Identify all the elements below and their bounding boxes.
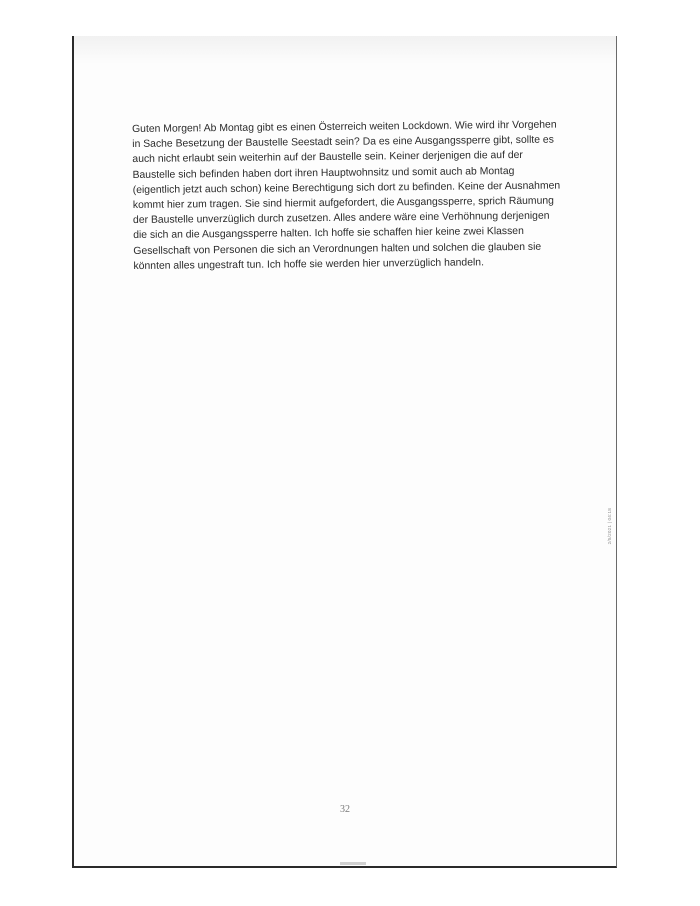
margin-timestamp-stamp: 2/5/2021 | 04:18 bbox=[607, 508, 612, 545]
scan-shading bbox=[74, 36, 616, 64]
scanned-page bbox=[72, 36, 617, 868]
letter-body-text: Guten Morgen! Ab Montag gibt es einen Österreich weiten Lockdown. Wie wird ihr Vorgehen in Sache Besetzung der Baustelle Seestadt sein? Da es eine Ausgangssperre gibt, sollte es auch nicht erlaubt sein weiterhin auf der Baustelle sein. Keiner derjenigen die auf der Baustelle sich befinden haben dort ihren Hauptwohnsitz und somit auch ab Montag (eigentlich jetzt auch schon) keine Berechtigung sich dort zu befinden. Keine der Ausnahmen kommt hier zum tragen. Sie sind hiermit aufgefordert, die Ausgangssperre, sprich Räumung der Baustelle unverzüglich durch zusetzen. Alles andere wäre eine Verhöhnung derjenigen die sich an die Ausgangssperre halten. Ich hoffe sie schaffen hier keine zwei Klassen Gesellschaft von Personen die sich an Verordnungen halten und solchen die glauben sie könnten alles ungestraft tun. Ich hoffe sie werden hier unverzüglich handeln. bbox=[132, 119, 561, 272]
scan-smudge bbox=[340, 862, 366, 865]
page-number: 32 bbox=[340, 804, 350, 815]
